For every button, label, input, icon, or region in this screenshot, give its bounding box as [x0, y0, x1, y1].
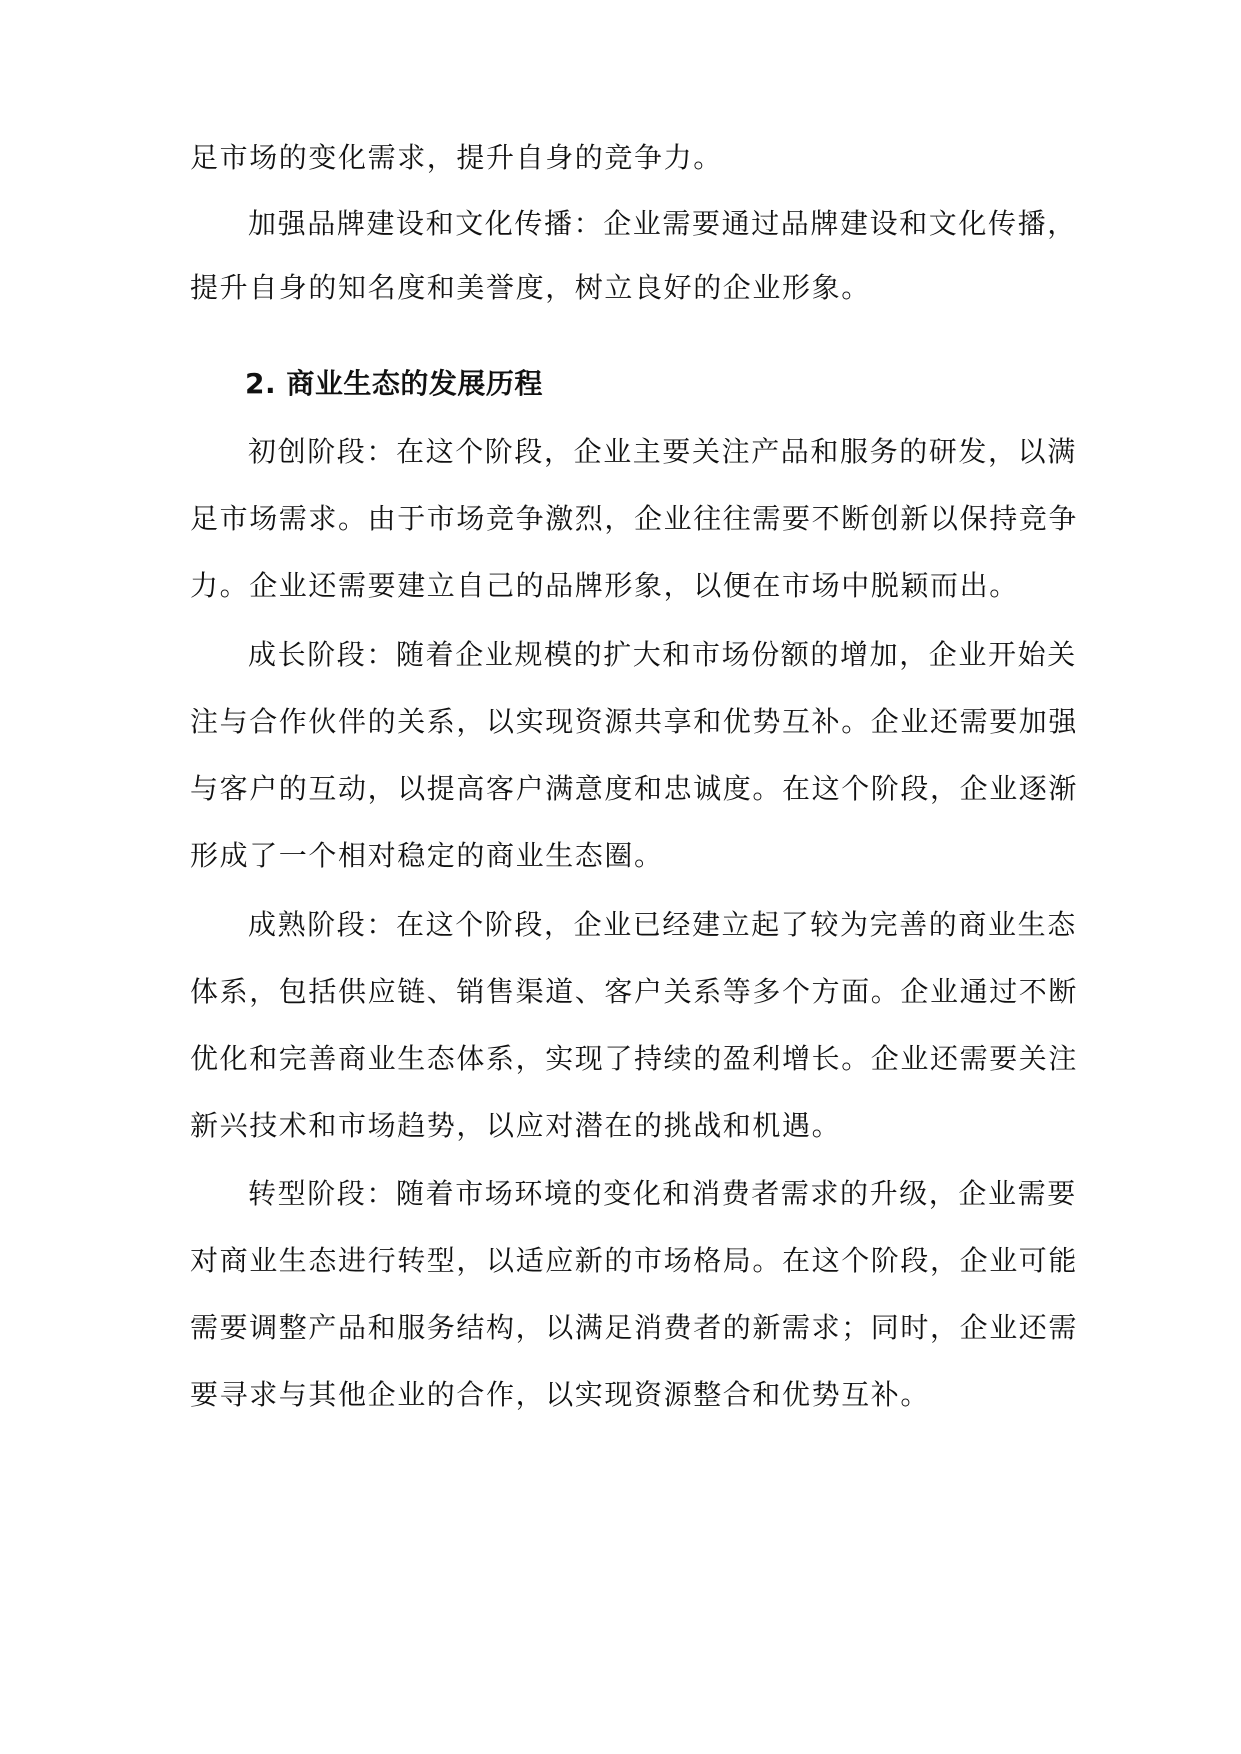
text-line: 提升自身的知名度和美誉度，树立良好的企业形象。: [190, 271, 871, 304]
paragraph-start-line: 转型阶段：随着市场环境的变化和消费者需求的升级，企业需要: [248, 1177, 1077, 1210]
section-heading: 2. 商业生态的发展历程: [245, 367, 543, 400]
text-line: 新兴技术和市场趋势，以应对潜在的挑战和机遇。: [190, 1109, 842, 1142]
text-line: 要寻求与其他企业的合作，以实现资源整合和优势互补。: [190, 1378, 931, 1411]
text-line: 体系，包括供应链、销售渠道、客户关系等多个方面。企业通过不断: [190, 975, 1079, 1008]
text-line: 形成了一个相对稳定的商业生态圈。: [190, 839, 664, 872]
text-line: 足市场的变化需求，提升自身的竞争力。: [190, 141, 723, 174]
text-line: 力。企业还需要建立自己的品牌形象，以便在市场中脱颖而出。: [190, 569, 1019, 602]
text-line: 需要调整产品和服务结构，以满足消费者的新需求；同时，企业还需: [190, 1311, 1079, 1344]
paragraph-start-line: 成长阶段：随着企业规模的扩大和市场份额的增加，企业开始关: [248, 638, 1077, 671]
text-line: 对商业生态进行转型，以适应新的市场格局。在这个阶段，企业可能: [190, 1244, 1079, 1277]
text-line: 足市场需求。由于市场竞争激烈，企业往往需要不断创新以保持竞争: [190, 502, 1079, 535]
text-line: 优化和完善商业生态体系，实现了持续的盈利增长。企业还需要关注: [190, 1042, 1079, 1075]
text-line: 与客户的互动，以提高客户满意度和忠诚度。在这个阶段，企业逐渐: [190, 772, 1079, 805]
paragraph-start-line: 加强品牌建设和文化传播：企业需要通过品牌建设和文化传播，: [248, 207, 1077, 240]
paragraph-start-line: 成熟阶段：在这个阶段，企业已经建立起了较为完善的商业生态: [248, 908, 1077, 941]
text-line: 注与合作伙伴的关系，以实现资源共享和优势互补。企业还需要加强: [190, 705, 1079, 738]
paragraph-start-line: 初创阶段：在这个阶段，企业主要关注产品和服务的研发，以满: [248, 435, 1077, 468]
